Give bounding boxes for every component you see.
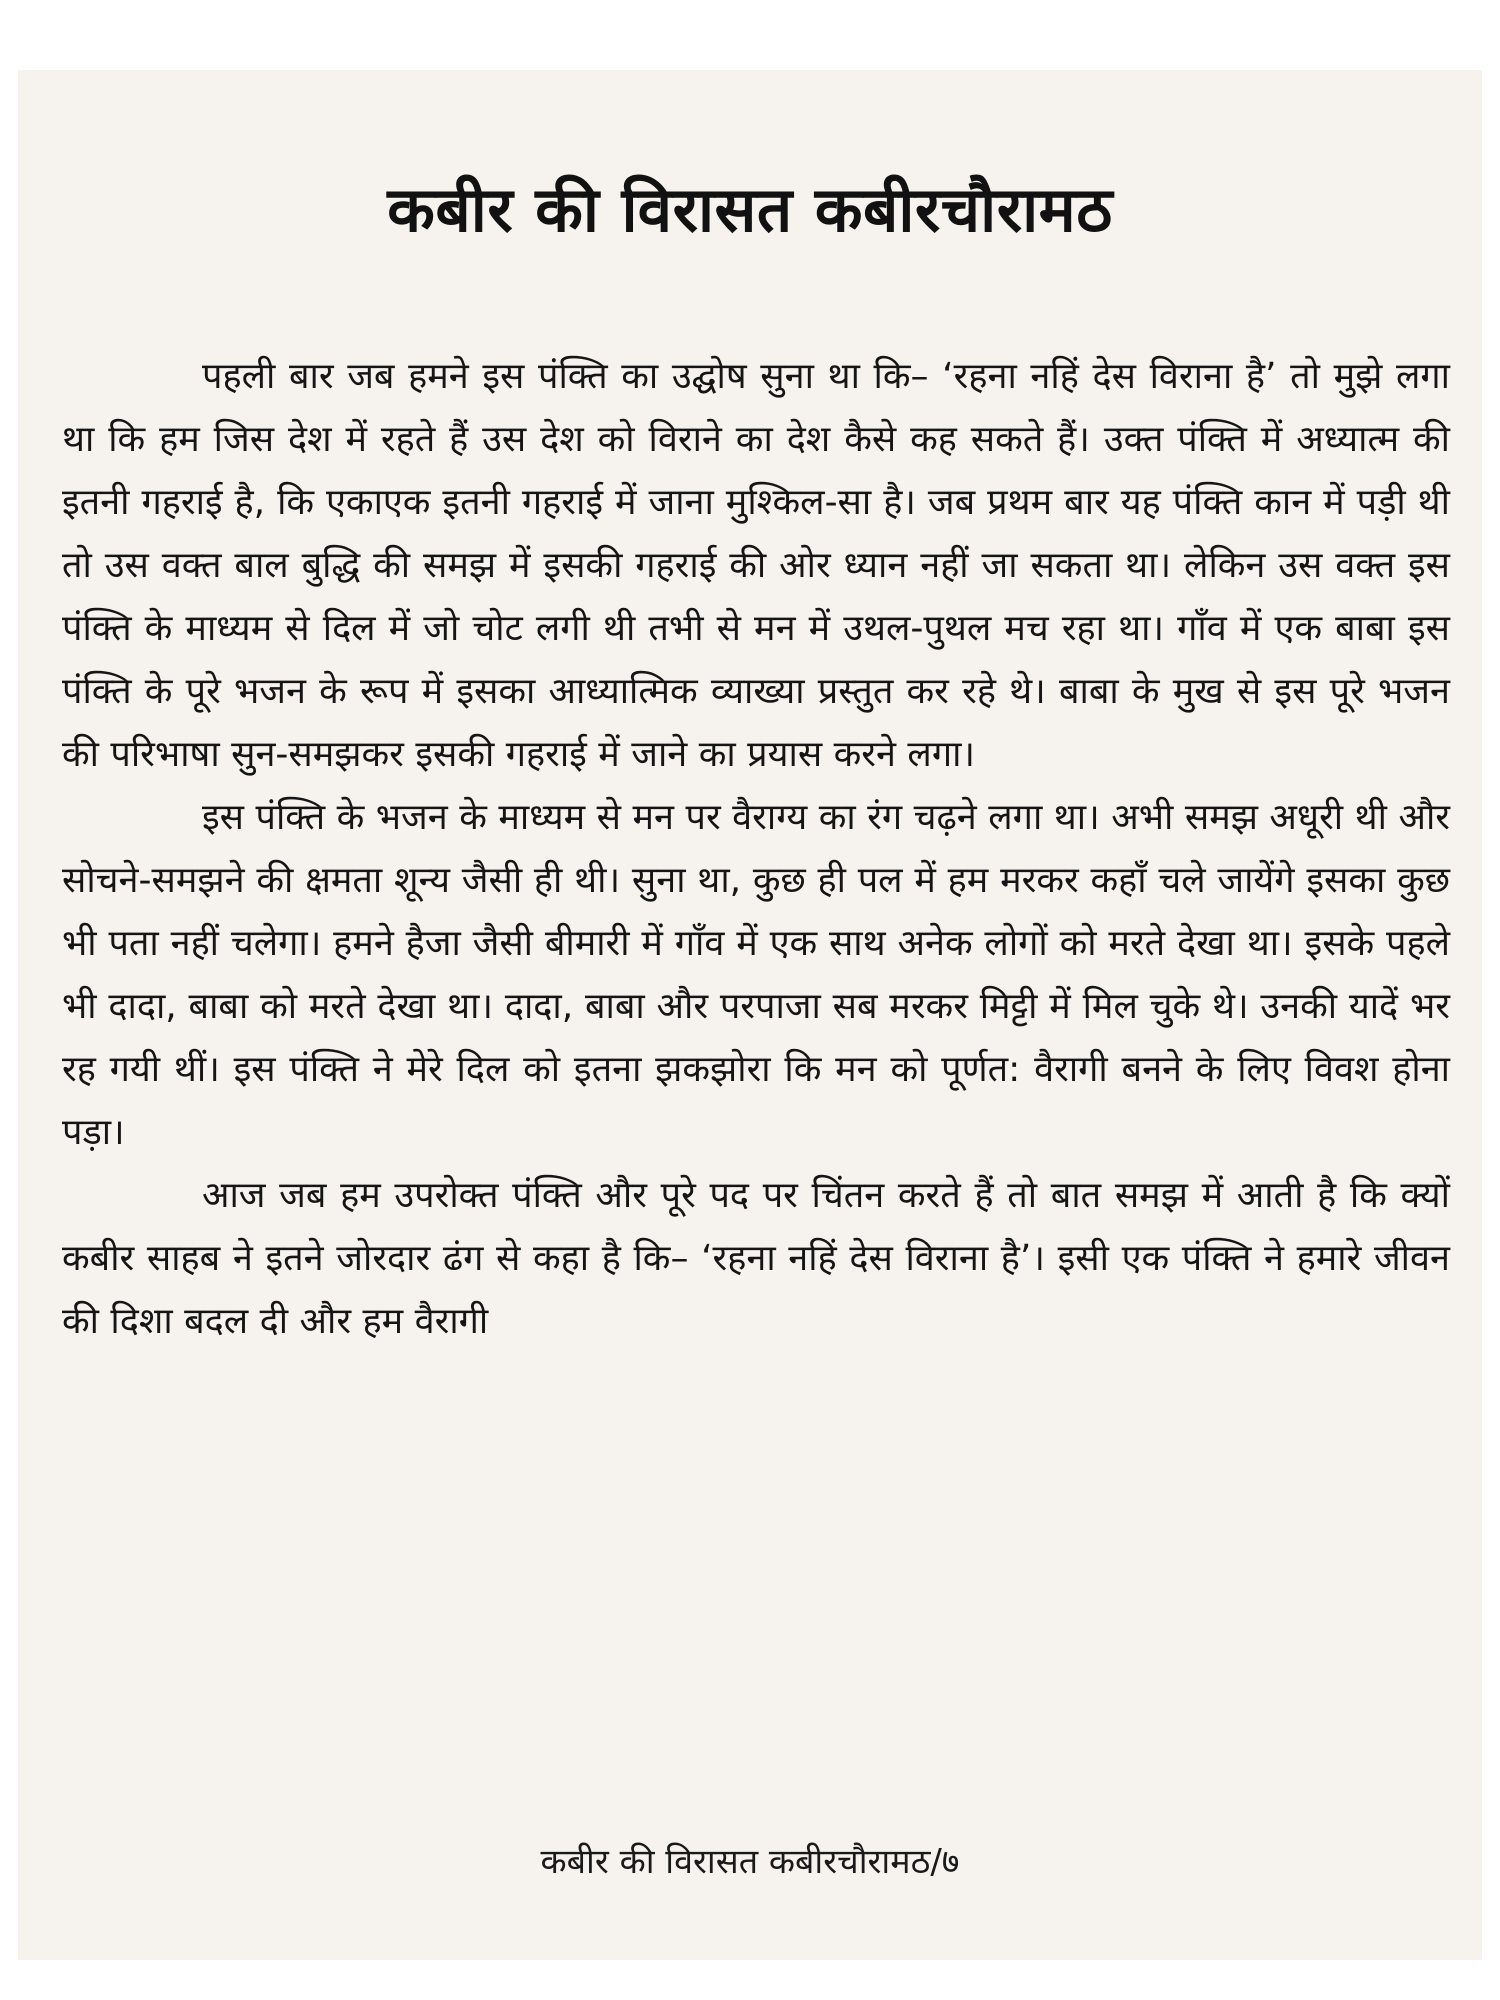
paragraph-1: पहली बार जब हमने इस पंक्ति का उद्घोष सुना था कि– ‘रहना नहिं देस विराना है’ तो मुझे लगा था कि हम जिस देश में रहते हैं उस देश को विराने का देश कैसे कह सकते हैं। उक्त पंक्ति में अध्यात्म की इतनी गहराई है, कि एकाएक इतनी गहराई में जाना मुश्किल-सा है। जब प्रथम बार यह पंक्ति कान में पड़ी थी तो उस वक्त बाल बुद्धि की समझ में इसकी गहराई की ओर ध्यान नहीं जा सकता था। लेकिन उस वक्त इस पंक्ति के माध्यम से दिल में जो चोट लगी थी तभी से मन में उथल-पुथल मच रहा था। गाँव में एक बाबा इस पंक्ति के पूरे भजन के रूप में इसका आध्यात्मिक व्याख्या प्रस्तुत कर रहे थे। बाबा के मुख से इस पूरे भजन की परिभाषा सुन-समझकर इसकी गहराई में जाने का प्रयास करने लगा। — [62, 356, 1450, 775]
running-footer: कबीर की विरासत कबीरचौरामठ/७ — [540, 1842, 960, 1882]
book-page — [18, 70, 1482, 1960]
paragraph-3: आज जब हम उपरोक्त पंक्ति और पूरे पद पर चिंतन करते हैं तो बात समझ में आती है कि क्यों कबीर साहब ने इतने जोरदार ढंग से कहा है कि– ‘रहना नहिं देस विराना है’। इसी एक पंक्ति ने हमारे जीवन की दिशा बदल दी और हम वैरागी — [62, 1175, 1450, 1342]
body-text — [62, 345, 1450, 1353]
page-title: कबीर की विरासत कबीरचौरामठ — [387, 173, 1113, 246]
paragraph-2: इस पंक्ति के भजन के माध्यम से मन पर वैराग्य का रंग चढ़ने लगा था। अभी समझ अधूरी थी और सोचने-समझने की क्षमता शून्य जैसी ही थी। सुना था, कुछ ही पल में हम मरकर कहाँ चले जायेंगे इसका कुछ भी पता नहीं चलेगा। हमने हैजा जैसी बीमारी में गाँव में एक साथ अनेक लोगों को मरते देखा था। इसके पहले भी दादा, बाबा को मरते देखा था। दादा, बाबा और परपाजा सब मरकर मिट्टी में मिल चुके थे। उनकी यादें भर रह गयी थीं। इस पंक्ति ने मेरे दिल को इतना झकझोरा कि मन को पूर्णत: वैरागी बनने के लिए विवश होना पड़ा। — [62, 797, 1450, 1153]
